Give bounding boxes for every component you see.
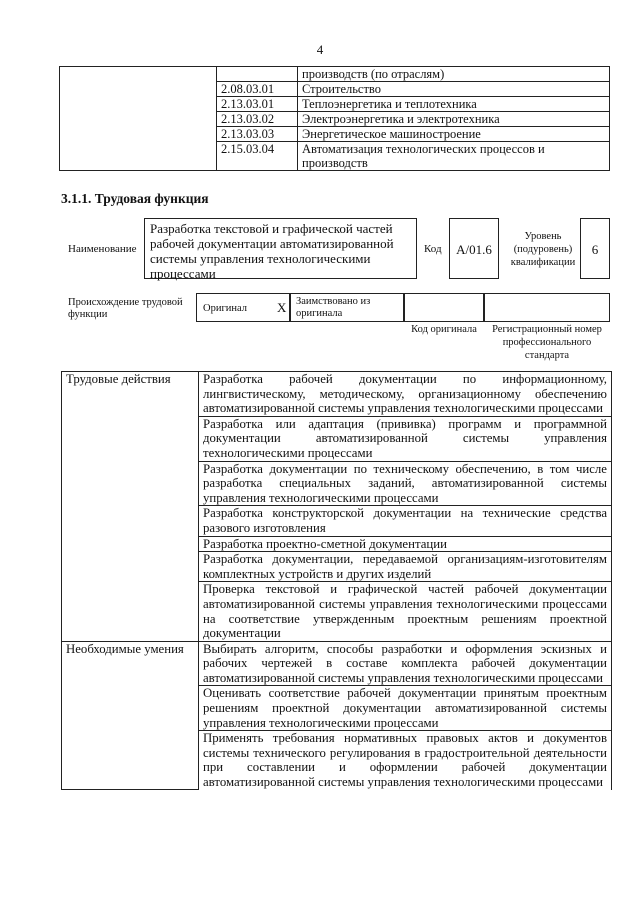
skill-item: Применять требования нормативных правовых актов и документов системы технического регулирования в градостроительной деятельности при составлении и оформлении рабочей документации автоматизированной системы управления технологическими процессами: [199, 731, 612, 790]
labor-action-item: Разработка документации, передаваемой организациям-изготовителям комплектных устройств и других изделий: [199, 552, 612, 582]
borrowed-box: Заимствовано из оригинала: [290, 293, 404, 322]
labor-action-item: Разработка документации по техническому обеспечению, в том числе разработка специальных заданий, автоматизированной системы управления технологическими процессами: [199, 461, 612, 506]
labor-action-item: Разработка или адаптация (прививка) программ и программной документации автоматизированной системы управления технологическими процессами: [199, 416, 612, 461]
function-name-box: Разработка текстовой и графической частей рабочей документации автоматизированной системы управления технологическими процессами: [144, 218, 417, 279]
education-codes-table: [59, 66, 610, 171]
level-value-box: 6: [580, 218, 610, 279]
labor-actions-label: Трудовые действия: [62, 372, 199, 642]
table-row: [62, 372, 612, 417]
name-cell: производств (по отраслям): [298, 67, 610, 82]
labor-action-item: Проверка текстовой и графической частей рабочей документации автоматизированной системы управления технологическими процессами на соответствие утвержденным проектным решениям проектной документации: [199, 582, 612, 641]
name-cell: Строительство: [298, 82, 610, 97]
name-cell: Электроэнергетика и электротехника: [298, 112, 610, 127]
skills-label: Необходимые умения: [62, 641, 199, 789]
level-label: Уровень (подуровень) квалификации: [510, 231, 576, 268]
original-mark: X: [277, 300, 287, 315]
reg-number-box: [484, 293, 610, 322]
skill-item: Выбирать алгоритм, способы разработки и оформления эскизных и рабочих чертежей в составе комплекта рабочей документации автоматизированной системы управления технологическими процессами: [199, 641, 612, 686]
labor-action-item: Разработка конструкторской документации на технические средства разового изготовления: [199, 506, 612, 536]
name-cell: Теплоэнергетика и теплотехника: [298, 97, 610, 112]
function-code-box: A/01.6: [449, 218, 499, 279]
reg-number-label: Регистрационный номер профессионального стандарта: [492, 324, 602, 361]
table-row: [62, 641, 612, 686]
origin-label: Происхождение трудовой функции: [68, 297, 183, 320]
page-number: 4: [316, 42, 324, 57]
code-cell: 2.13.03.03: [217, 127, 298, 142]
section-heading: 3.1.1. Трудовая функция: [61, 191, 209, 206]
code-cell: 2.15.03.04: [217, 142, 298, 171]
code-cell: [217, 67, 298, 82]
code-cell: 2.13.03.01: [217, 97, 298, 112]
name-cell: Энергетическое машиностроение: [298, 127, 610, 142]
labor-action-item: Разработка проектно-сметной документации: [199, 536, 612, 552]
name-cell: Автоматизация технологических процессов и производств: [298, 142, 610, 171]
original-code-label: Код оригинала: [411, 324, 477, 335]
code-cell: 2.13.03.02: [217, 112, 298, 127]
labor-action-item: Разработка рабочей документации по информационному, лингвистическому, методическому, организационному обеспечению автоматизированной системы управления технологическими процессами: [199, 372, 612, 417]
labor-function-table: [61, 371, 612, 790]
original-box: [196, 293, 290, 322]
table-row: [60, 67, 610, 82]
original-code-box: [404, 293, 484, 322]
skill-item: Оценивать соответствие рабочей документации принятым проектным решениям проектной документации автоматизированной системы управления технологическими процессами: [199, 686, 612, 731]
code-cell: 2.08.03.01: [217, 82, 298, 97]
code-label: Код: [424, 243, 442, 255]
empty-cell: [60, 67, 217, 171]
original-label: Оригинал: [203, 303, 247, 314]
name-label: Наименование: [68, 243, 137, 255]
